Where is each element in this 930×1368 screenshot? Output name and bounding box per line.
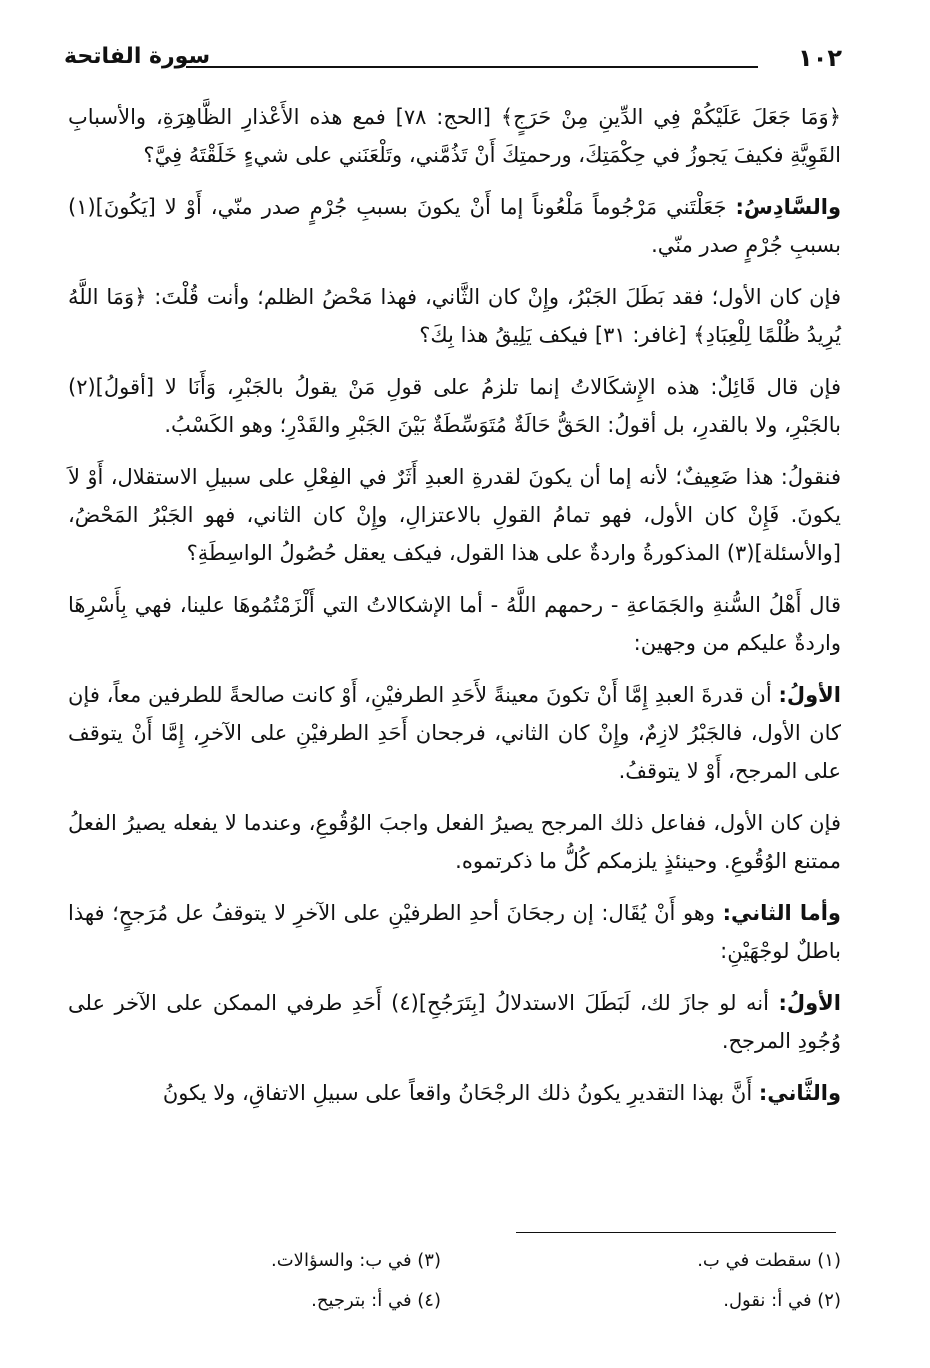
paragraph-5 bbox=[68, 458, 841, 572]
page-header bbox=[64, 40, 842, 80]
paragraph-lead: الأولُ: bbox=[778, 683, 841, 707]
footnotes bbox=[68, 1248, 841, 1328]
footnote-1: (١) سقطت في ب. bbox=[697, 1250, 841, 1271]
paragraph-text: فإن كان الأول، ففاعل ذلك المرجح يصيرُ الفعل واجبَ الوُقُوعِ، وعندما لا يفعله يصيرُ الفعلُ ممتنع الوُقُوعِ. وحينئذٍ يلزمكم كُلُّ ما ذكرتموه. bbox=[68, 811, 841, 873]
paragraph-lead: والسَّادِسُ: bbox=[735, 195, 841, 219]
paragraph-lead: وأما الثاني: bbox=[722, 901, 841, 925]
paragraph-lead: الأولُ: bbox=[778, 991, 841, 1015]
paragraph-text: فنقولُ: هذا ضَعِيفٌ؛ لأنه إما أن يكونَ لقدرةِ العبدِ أَثَرٌ في الفِعْلِ على سبيلِ الاستقلال، أَوْ لاَ يكونَ. فَإِنْ كان الأول، فهو تمامُ القولِ بالاعتزالِ، وإِنْ كان الثاني، فهو الجَبْرُ المَحْضُ، [والأسئلة](٣) المذكورةُ واردةٌ على هذا القول، فيكف يعقل حُصُولُ الواسِطَةِ؟ bbox=[68, 465, 841, 565]
paragraph-text: وهو أَنْ يُقَال: إن رجحَانَ أحدِ الطرفيْنِ على الآخرِ لا يتوقفُ عل مُرَجحٍ؛ فهذا باطلٌ لوجْهَيْنِ: bbox=[68, 901, 841, 963]
paragraph-2 bbox=[68, 188, 841, 264]
footnote-3: (٣) في ب: والسؤالات. bbox=[271, 1250, 441, 1271]
paragraph-text: فإن قال قَائِلٌ: هذه الإِشكَالاتُ إنما تلزمُ على قولِ مَنْ يقولُ بالجَبْرِ، وَأَنَا لا [أقولُ](٢) بالجَبْرِ، ولا بالقدرِ، بل أقولُ: الحَقُّ حَالَةٌ مُتَوَسِّطَةٌ بَيْنَ الجَبْرِ والقَدْرِ؛ وهو الكَسْبُ. bbox=[68, 375, 841, 437]
page-number: ١٠٢ bbox=[798, 44, 842, 72]
paragraph-6 bbox=[68, 586, 841, 662]
footnote-2: (٢) في أ: نقول. bbox=[723, 1290, 841, 1311]
paragraph-1 bbox=[68, 98, 841, 174]
paragraph-7 bbox=[68, 676, 841, 790]
paragraph-9 bbox=[68, 894, 841, 970]
paragraph-text: فإن كان الأول؛ فقد بَطَلَ الجَبْرُ، وإِنْ كان الثَّاني، فهذا مَحْضُ الظلم؛ وأنت قُلْتَ: ﴿وَمَا اللَّهُ يُرِيدُ ظُلْمًا لِلْعِبَادِ﴾ [غافر: ٣١] فيكف يَلِيقُ هذا بِكَ؟ bbox=[68, 285, 841, 347]
paragraph-lead: والثَّاني: bbox=[758, 1081, 841, 1105]
surah-title: سورة الفاتحة bbox=[64, 44, 211, 69]
paragraph-text: أن قدرةَ العبدِ إِمَّا أَنْ تكونَ معينةً لأَحَدِ الطرفيْنِ، أَوْ كانت صالحةً للطرفين معاً، فإن كان الأول، فالجَبْرُ لازِمٌ، وإِنْ كان الثاني، فرجحان أَحَدِ الطرفيْنِ على الآخرِ، إِمَّا أَنْ يتوقف على المرجح، أَوْ لا يتوقفُ. bbox=[68, 683, 841, 783]
paragraph-8 bbox=[68, 804, 841, 880]
paragraph-text: ﴿وَمَا جَعَلَ عَلَيْكُمْ فِي الدِّينِ مِنْ حَرَجٍ﴾ [الحج: ٧٨] فمع هذه الأَعْذارِ الظَّاهِرَةِ، والأسبابِ القَوِيَّةِ فكيفَ يَجوزُ في حِكْمَتِكَ، ورحمتِكَ أَنْ تَذُمَّني، وتَلْعَنَني على شيءٍ خَلَقْتَهُ فِيَّ؟ bbox=[68, 105, 842, 167]
header-rule bbox=[186, 66, 758, 68]
paragraph-3 bbox=[68, 278, 841, 354]
paragraph-4 bbox=[68, 368, 841, 444]
paragraph-text: جَعَلْتَني مَرْجُوماً مَلْعُوناً إما أَنْ يكونَ بسببِ جُرْمٍ صدر منّي، أَوْ لا [يَكُونَ](١) بسببِ جُرْمٍ صدر منّي. bbox=[68, 195, 841, 257]
paragraph-10 bbox=[68, 984, 841, 1060]
footnote-separator bbox=[516, 1232, 836, 1233]
paragraph-text: قال أَهْلُ السُّنةِ والجَمَاعةِ - رحمهم اللَّهُ - أما الإشكالاتُ التي أَلْزَمْتُمُوهَا علينا، فهي بِأَسْرِهَا واردةٌ عليكم من وجهين: bbox=[68, 593, 841, 655]
paragraph-text: أنه لو جازَ لك، لَبَطَلَ الاستدلالُ [بِتَرَجُحِ](٤) أَحَدِ طرفي الممكن على الآخر على وُجُودِ المرجح. bbox=[68, 991, 841, 1053]
paragraph-text: أَنَّ بهذا التقديرِ يكونُ ذلك الرجْحَانُ واقعاً على سبيلِ الاتفاقِ، ولا يكونُ bbox=[162, 1081, 759, 1105]
main-text bbox=[68, 98, 841, 1126]
footnote-4: (٤) في أ: بترجيح. bbox=[311, 1290, 441, 1311]
paragraph-11 bbox=[68, 1074, 841, 1112]
